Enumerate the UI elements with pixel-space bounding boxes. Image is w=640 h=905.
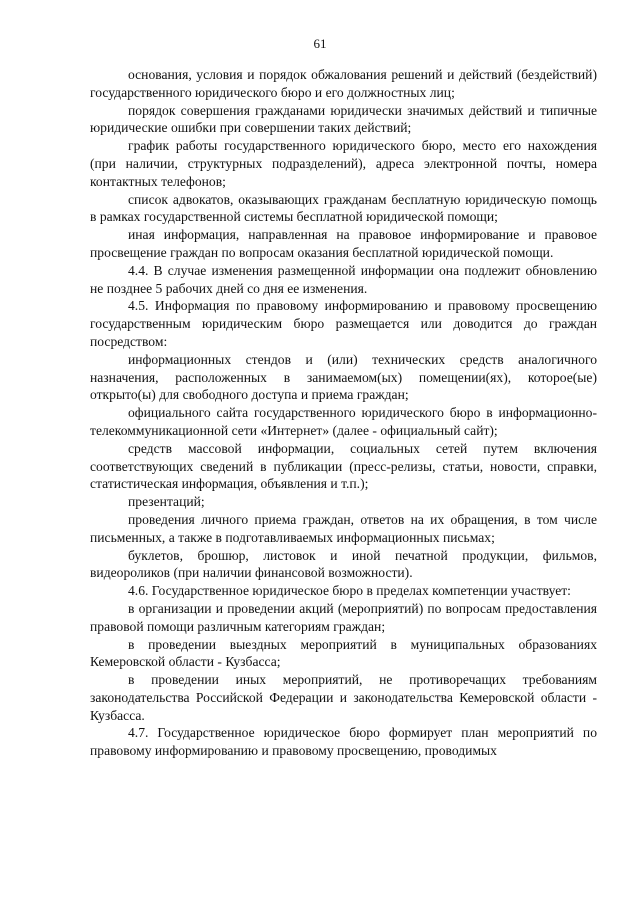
paragraph-4-5: 4.5. Информация по правовому информированию и правовому просвещению государственным юридическим бюро размещается или доводится до граждан посредством: xyxy=(90,298,597,349)
paragraph-appeal-procedure: основания, условия и порядок обжалования решений и действий (бездействий) государственного юридического бюро и его должностных лиц; xyxy=(90,67,597,100)
paragraph-info-stands: информационных стендов и (или) технических средств аналогичного назначения, расположенных в занимаемом(ых) помещении(ях), которое(ые) открыто(ы) для свободного доступа и приема граждан; xyxy=(90,351,597,403)
paragraph-official-site: официального сайта государственного юридического бюро в информационно-телекоммуникационной сети «Интернет» (далее - официальный сайт); xyxy=(90,405,597,438)
paragraph-other-events: в проведении иных мероприятий, не противоречащих требованиям законодательства Российской Федерации и законодательства Кемеровской области - Кузбасса. xyxy=(90,672,597,723)
paragraph-campaigns: в организации и проведении акций (мероприятий) по вопросам предоставления правовой помощи различным категориям граждан; xyxy=(90,600,597,634)
paragraph-mass-media: средств массовой информации, социальных сетей путем включения соответствующих сведений в публикации (пресс-релизы, статьи, новости, справки, статистическая информация, объявления и т.п.); xyxy=(90,440,597,492)
paragraph-4-7: 4.7. Государственное юридическое бюро формирует план мероприятий по правовому информированию и правовому просвещению, проводимых xyxy=(90,725,597,759)
paragraph-personal-reception: проведения личного приема граждан, ответов на их обращения, в том числе письменных, а также в подготавливаемых информационных письмах; xyxy=(90,511,597,545)
paragraph-presentations: презентаций; xyxy=(128,494,205,510)
document-body xyxy=(90,66,597,760)
paragraph-field-events: в проведении выездных мероприятий в муниципальных образованиях Кемеровской области - Кузбасса; xyxy=(90,636,597,670)
paragraph-4-6: 4.6. Государственное юридическое бюро в пределах компетенции участвует: xyxy=(128,583,571,599)
page-number: 61 xyxy=(313,36,327,51)
paragraph-work-schedule: график работы государственного юридического бюро, место его нахождения (при наличии, структурных подразделений), адреса электронной почты, номера контактных телефонов; xyxy=(90,138,597,189)
paragraph-booklets: буклетов, брошюр, листовок и иной печатной продукции, фильмов, видеороликов (при наличии финансовой возможности). xyxy=(90,547,597,581)
paragraph-lawyers-list: список адвокатов, оказывающих гражданам бесплатную юридическую помощь в рамках государственной системы бесплатной юридической помощи; xyxy=(90,191,597,225)
paragraph-legal-actions: порядок совершения гражданами юридически значимых действий и типичные юридические ошибки при совершении таких действий; xyxy=(90,102,597,136)
paragraph-other-info: иная информация, направленная на правовое информирование и правовое просвещение граждан по вопросам оказания бесплатной юридической помощи. xyxy=(90,227,597,260)
paragraph-4-4: 4.4. В случае изменения размещенной информации она подлежит обновлению не позднее 5 рабочих дней со дня ее изменения. xyxy=(90,262,597,296)
